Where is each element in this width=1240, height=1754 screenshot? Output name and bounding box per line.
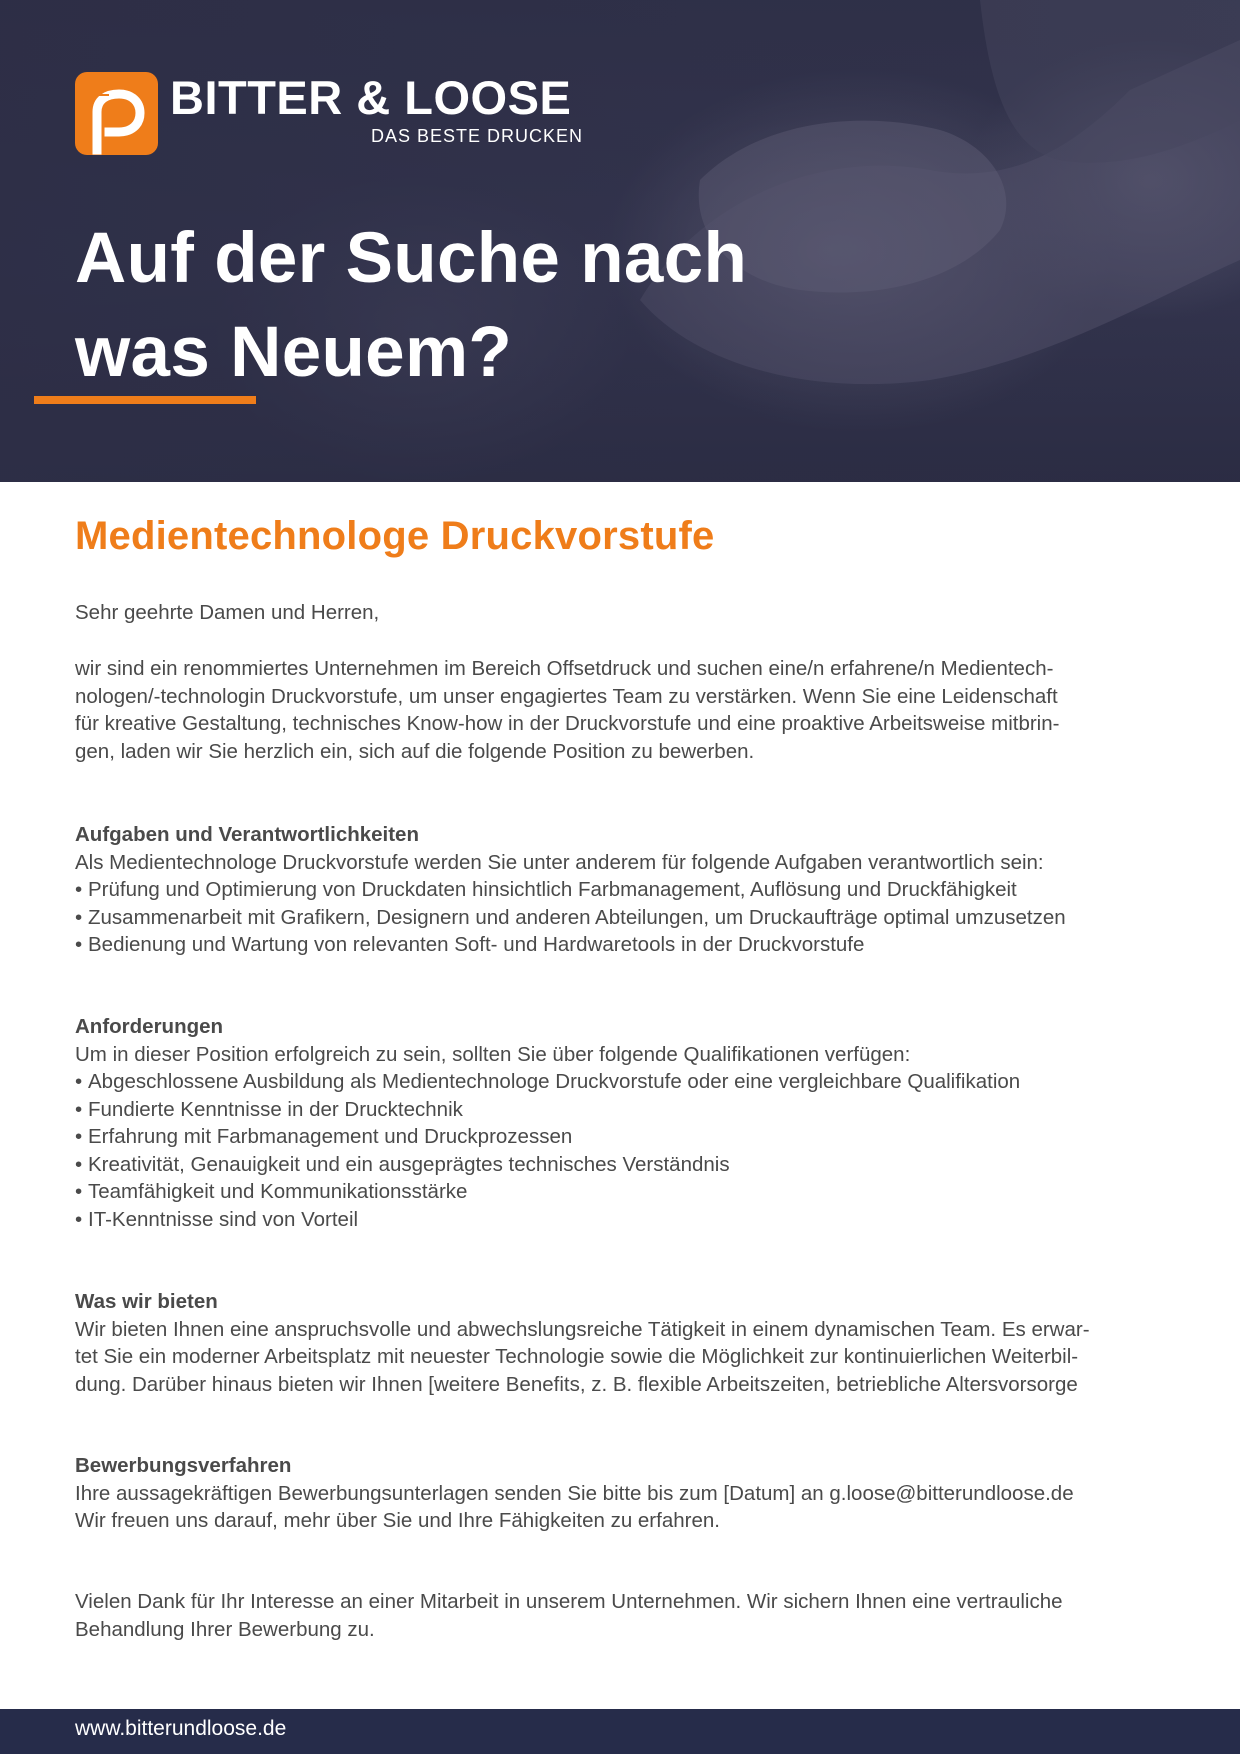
greeting: Sehr geehrte Damen und Herren, <box>75 601 380 624</box>
section-heading: Aufgaben und Verantwortlichkeiten <box>75 823 419 846</box>
section-application <box>75 1452 1175 1535</box>
intro-line: gen, laden wir Sie herzlich ein, sich auf die folgende Position zu bewerben. <box>75 739 755 763</box>
headline-line: Auf der Suche nach <box>75 219 748 298</box>
headline-accent-bar <box>34 396 256 404</box>
list-item: • Fundierte Kenntnisse in der Drucktechnik <box>75 1097 463 1121</box>
hero-headline <box>75 212 747 400</box>
application-line: Wir freuen uns darauf, mehr über Sie und Ihre Fähigkeiten zu erfahren. <box>75 1509 720 1532</box>
footer-bar <box>0 1709 1240 1754</box>
closing-line: Behandlung Ihrer Bewerbung zu. <box>75 1617 375 1641</box>
list-item-text: Prüfung und Optimierung von Druckdaten hinsichtlich Farbmanagement, Auflösung und Druckfähigkeit <box>88 878 1017 901</box>
application-line: Ihre aussagekräftigen Bewerbungsunterlagen senden Sie bitte bis zum [Datum] an g.loose@bitterundloose.de <box>75 1481 1074 1505</box>
section-lead: Um in dieser Position erfolgreich zu sein, sollten Sie über folgende Qualifikationen verfügen: <box>75 1042 911 1066</box>
job-posting <box>75 510 1175 1641</box>
offer-line: dung. Darüber hinaus bieten wir Ihnen [weitere Benefits, z. B. flexible Arbeitszeiten, betriebliche Altersvorsorge <box>75 1372 1078 1396</box>
section-offer <box>75 1288 1175 1398</box>
intro-paragraph <box>75 655 1170 765</box>
section-heading: Bewerbungsverfahren <box>75 1454 292 1477</box>
task-list <box>75 876 1175 959</box>
list-item-text: Fundierte Kenntnisse in der Drucktechnik <box>88 1097 463 1121</box>
list-item-text: IT-Kenntnisse sind von Vorteil <box>88 1207 359 1231</box>
section-tasks <box>75 821 1175 959</box>
closing-paragraph <box>75 1588 1063 1643</box>
list-item: • Kreativität, Genauigkeit und ein ausgeprägtes technisches Verständnis <box>75 1152 730 1176</box>
section-heading: Anforderungen <box>75 1015 224 1038</box>
requirements-list <box>75 1068 1175 1233</box>
logo-wordmark: BITTER & LOOSE <box>170 71 572 124</box>
intro-line: für kreative Gestaltung, technisches Know-how in der Druckvorstufe und eine proaktive Arbeitsweise mitbrin- <box>75 712 1060 735</box>
list-item-text: Bedienung und Wartung von relevanten Soft- und Hardwaretools in der Druckvorstufe <box>88 933 865 956</box>
list-item: • Erfahrung mit Farbmanagement und Druckprozessen <box>75 1125 573 1148</box>
list-item: • Zusammenarbeit mit Grafikern, Designern und anderen Abteilungen, um Druckaufträge optimal umzusetzen <box>75 905 1066 929</box>
offer-line: Wir bieten Ihnen eine anspruchsvolle und abwechslungsreiche Tätigkeit in einem dynamischen Team. Es erwar- <box>75 1317 1090 1341</box>
job-title: Medientechnologe Druckvorstufe <box>75 514 715 558</box>
list-item-text: Kreativität, Genauigkeit und ein ausgeprägtes technisches Verständnis <box>88 1152 730 1176</box>
headline-line: was Neuem? <box>75 313 513 392</box>
list-item: • IT-Kenntnisse sind von Vorteil <box>75 1207 359 1231</box>
list-item: • Prüfung und Optimierung von Druckdaten hinsichtlich Farbmanagement, Auflösung und Druckfähigkeit <box>75 878 1017 901</box>
offer-line: tet Sie ein moderner Arbeitsplatz mit neuester Technologie sowie die Möglichkeit zur kontinuierlichen Weiterbil- <box>75 1345 1079 1368</box>
list-item: • Abgeschlossene Ausbildung als Medientechnologe Druckvorstufe oder eine vergleichbare Qualifikation <box>75 1070 1021 1093</box>
list-item: • Bedienung und Wartung von relevanten Soft- und Hardwaretools in der Druckvorstufe <box>75 933 865 956</box>
website-link[interactable]: www.bitterundloose.de <box>75 1717 287 1740</box>
logo-tagline: DAS BESTE DRUCKEN <box>371 126 584 146</box>
hero-banner <box>0 0 1240 482</box>
section-heading: Was wir bieten <box>75 1290 218 1313</box>
list-item: • Teamfähigkeit und Kommunikationsstärke <box>75 1180 468 1203</box>
logo-mark-icon <box>75 72 158 155</box>
list-item-text: Zusammenarbeit mit Grafikern, Designern und anderen Abteilungen, um Druckaufträge optimal umzusetzen <box>88 905 1066 929</box>
list-item-text: Teamfähigkeit und Kommunikationsstärke <box>88 1180 468 1203</box>
company-logo <box>75 72 595 162</box>
closing-line: Vielen Dank für Ihr Interesse an einer Mitarbeit in unserem Unternehmen. Wir sichern Ihnen eine vertrauliche <box>75 1590 1063 1613</box>
intro-line: nologen/-technologin Druckvorstufe, um unser engagiertes Team zu verstärken. Wenn Sie eine Leidenschaft <box>75 684 1058 708</box>
list-item-text: Abgeschlossene Ausbildung als Medientechnologe Druckvorstufe oder eine vergleichbare Qualifikation <box>88 1070 1021 1093</box>
intro-line: wir sind ein renommiertes Unternehmen im Bereich Offsetdruck und suchen eine/n erfahrene/n Medientech- <box>75 657 1054 680</box>
section-requirements <box>75 1013 1175 1233</box>
list-item-text: Erfahrung mit Farbmanagement und Druckprozessen <box>88 1125 573 1148</box>
section-lead: Als Medientechnologe Druckvorstufe werden Sie unter anderem für folgende Aufgaben verantwortlich sein: <box>75 850 1044 874</box>
